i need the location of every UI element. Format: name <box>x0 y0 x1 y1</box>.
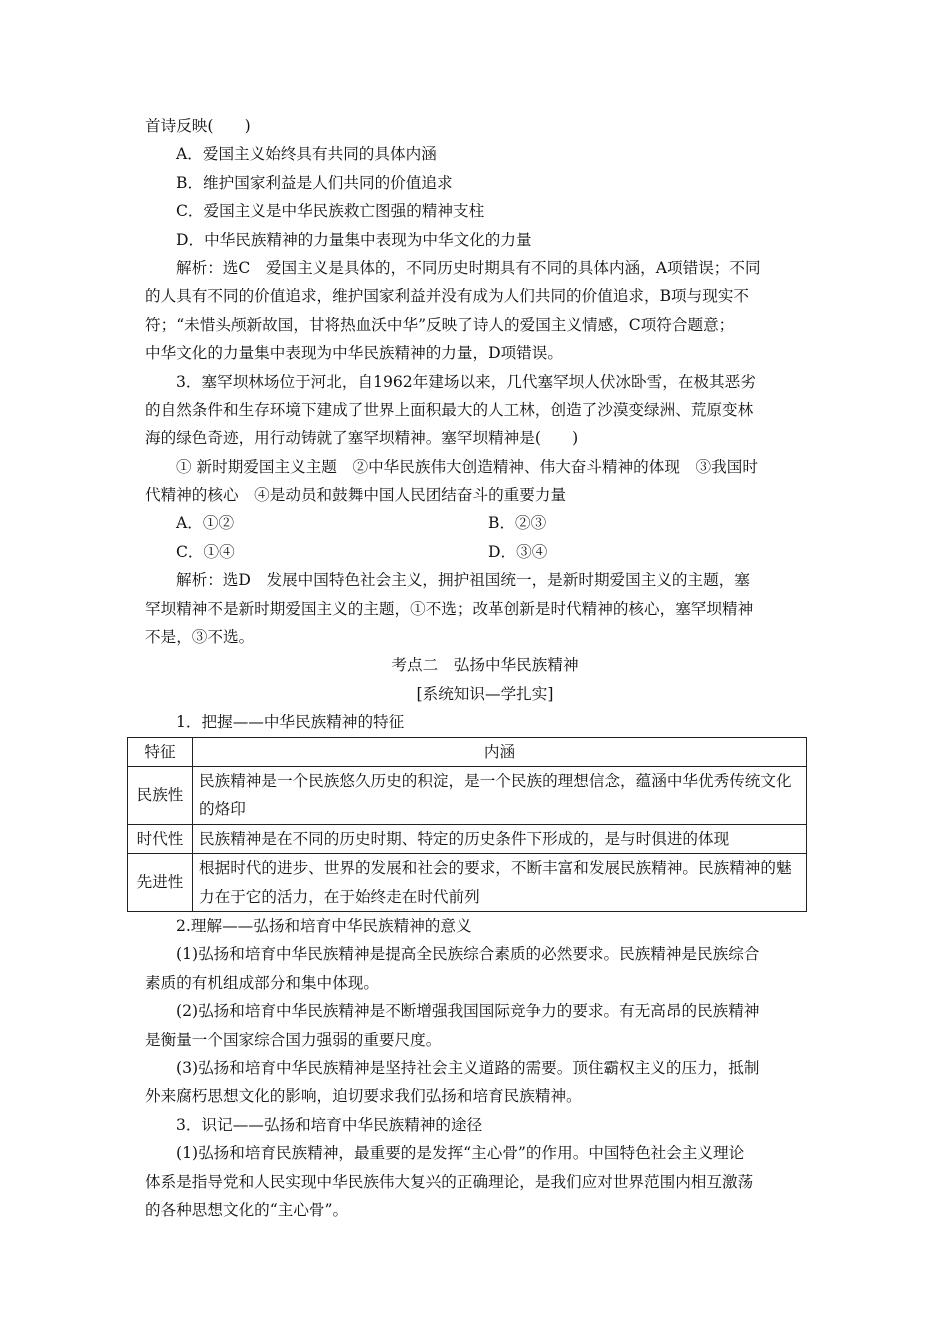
q3-stem-line: 海的绿色奇迹，用行动铸就了塞罕坝精神。塞罕坝精神是( ) <box>145 429 579 448</box>
document-page <box>136 112 825 1224</box>
point2-paragraph-line: (3)弘扬和培育中华民族精神是坚持社会主义道路的需要。顶住霸权主义的压力，抵制 <box>176 1058 760 1077</box>
q2-stem-tail: 首诗反映( ) <box>145 117 251 135</box>
point2-paragraph-line: 是衡量一个国家综合国力强弱的重要尺度。 <box>145 1030 442 1049</box>
q3-options-row <box>145 538 825 566</box>
table-cell-feature: 民族性 <box>128 767 193 825</box>
q3-stem-line: 的自然条件和生存环境下建成了世界上面积最大的人工林，创造了沙漠变绿洲、荒原变林 <box>145 400 754 419</box>
q2-option-c: C．爱国主义是中华民族救亡图强的精神支柱 <box>176 202 485 221</box>
table-cell-meaning: 民族精神是在不同的历史时期、特定的历史条件下形成的，是与时俱进的体现 <box>193 824 807 853</box>
table-header-cell: 内涵 <box>193 737 807 766</box>
q3-option-d: D．③④ <box>488 542 548 561</box>
q3-statements-line: 代精神的核心 ④是动员和鼓舞中国人民团结奋斗的重要力量 <box>145 486 567 505</box>
q3-statements-line: ① 新时期爱国主义主题 ②中华民族伟大创造精神、伟大奋斗精神的体现 ③我国时 <box>176 457 758 476</box>
table-row <box>128 767 807 825</box>
table-cell-feature: 先进性 <box>128 854 193 912</box>
feature-table <box>127 737 807 912</box>
table-cell-meaning: 民族精神是一个民族悠久历史的积淀，是一个民族的理想信念，蕴涵中华优秀传统文化的烙印 <box>193 767 807 825</box>
table-cell-meaning: 根据时代的进步、世界的发展和社会的要求，不断丰富和发展民族精神。民族精神的魅力在于它的活力，在于始终走在时代前列 <box>193 854 807 912</box>
point2-paragraph-line: 外来腐朽思想文化的影响，迫切要求我们弘扬和培育民族精神。 <box>145 1087 582 1106</box>
table-row <box>128 854 807 912</box>
q3-option-b: B．②③ <box>488 514 547 533</box>
table-cell-feature: 时代性 <box>128 824 193 853</box>
point3-paragraph-line: (1)弘扬和培育民族精神，最重要的是发挥“主心骨”的作用。中国特色社会主义理论 <box>176 1144 745 1163</box>
q3-analysis-line: 解析：选D 发展中国特色社会主义，拥护祖国统一，是新时期爱国主义的主题，塞 <box>176 571 750 590</box>
q3-analysis-line: 不是，③不选。 <box>145 628 255 647</box>
point3-paragraph-line: 体系是指导党和人民实现中华民族伟大复兴的正确理论，是我们应对世界范围内相互激荡 <box>145 1172 754 1191</box>
section-title: 考点二 弘扬中华民族精神 <box>391 656 579 675</box>
q3-option-a: A．①② <box>176 514 235 533</box>
table-row <box>128 824 807 853</box>
table-header-cell: 特征 <box>128 737 193 766</box>
q3-option-c: C．①④ <box>176 542 235 561</box>
point3-paragraph-line: 的各种思想文化的“主心骨”。 <box>145 1200 349 1219</box>
point3-heading: 3．识记——弘扬和培育中华民族精神的途径 <box>176 1115 483 1134</box>
q2-option-b: B．维护国家利益是人们共同的价值追求 <box>176 173 453 192</box>
section-subtitle: [系统知识—学扎实] <box>416 684 554 703</box>
q2-analysis-line: 解析：选C 爱国主义是具体的，不同历史时期具有不同的具体内涵，A项错误；不同 <box>176 258 761 277</box>
q2-analysis-line: 的人具有不同的价值追求，维护国家利益并没有成为人们共同的价值追求，B项与现实不 <box>145 287 750 306</box>
q2-option-a: A．爱国主义始终具有共同的具体内涵 <box>176 145 437 164</box>
point2-heading: 2.理解——弘扬和培育中华民族精神的意义 <box>176 917 472 936</box>
q3-analysis-line: 罕坝精神不是新时期爱国主义的主题，①不选；改革创新是时代精神的核心，塞罕坝精神 <box>145 599 754 618</box>
q2-analysis-line: 符；“未惜头颅新故国，甘将热血沃中华”反映了诗人的爱国主义情感，C项符合题意； <box>145 315 735 334</box>
q3-stem-line: 3．塞罕坝林场位于河北，自1962年建场以来，几代塞罕坝人伏冰卧雪，在极其恶劣 <box>176 372 756 391</box>
q3-options-row <box>145 509 825 537</box>
q2-option-d: D．中华民族精神的力量集中表现为中华文化的力量 <box>176 230 532 249</box>
point2-paragraph-line: (1)弘扬和培育中华民族精神是提高全民族综合素质的必然要求。民族精神是民族综合 <box>176 945 760 964</box>
point2-paragraph-line: 素质的有机组成部分和集中体现。 <box>145 973 379 992</box>
point1-heading: 1．把握——中华民族精神的特征 <box>176 713 405 732</box>
point2-paragraph-line: (2)弘扬和培育中华民族精神是不断增强我国国际竞争力的要求。有无高昂的民族精神 <box>176 1002 760 1021</box>
table-header-row <box>128 737 807 766</box>
q2-analysis-line: 中华文化的力量集中表现为中华民族精神的力量，D项错误。 <box>145 344 563 363</box>
